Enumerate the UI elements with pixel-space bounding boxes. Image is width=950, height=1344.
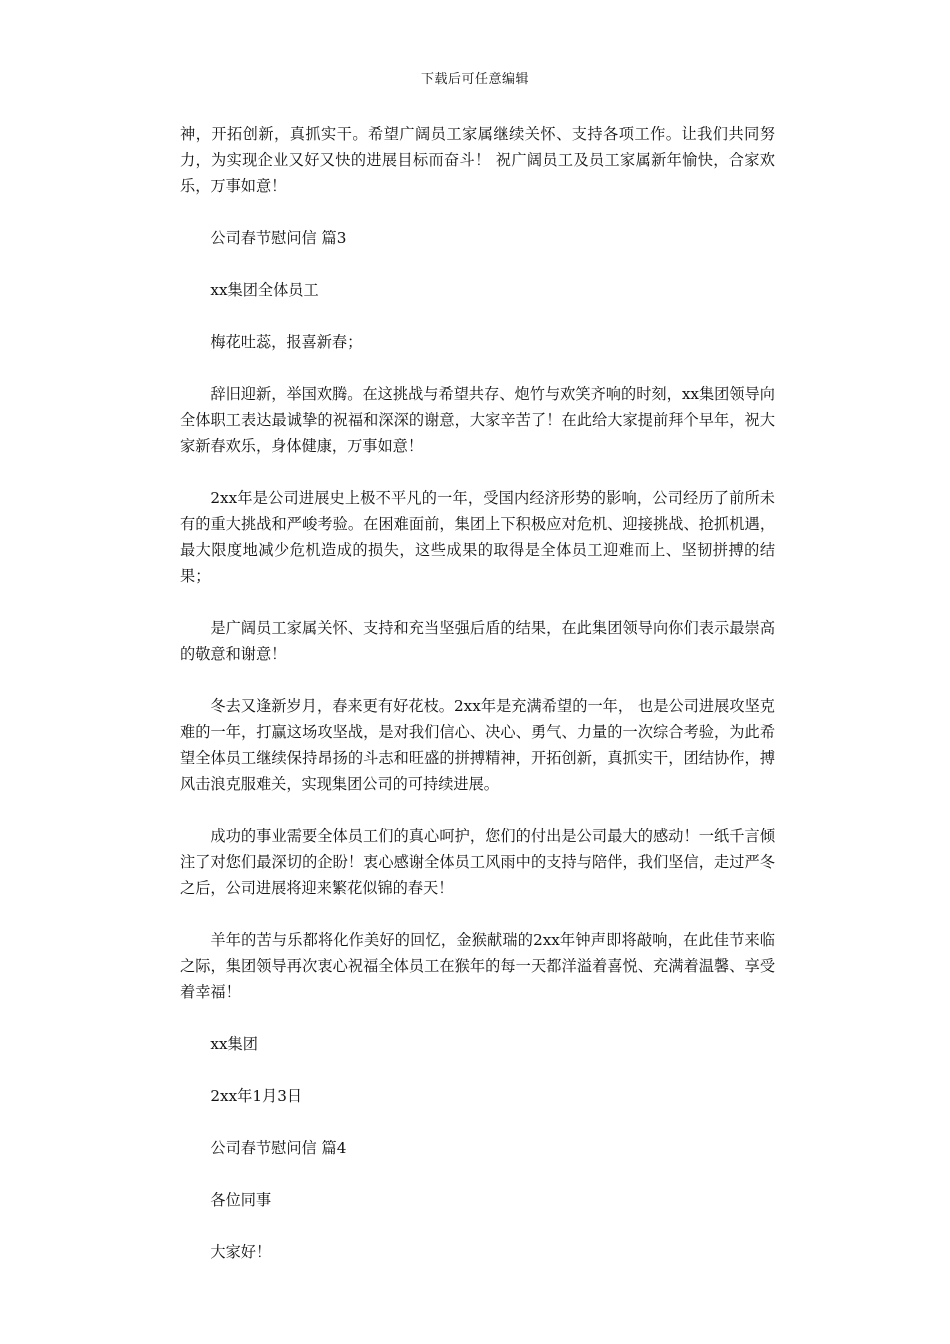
paragraph: 2xx年是公司进展史上极不平凡的一年，受国内经济形势的影响，公司经历了前所未有的重大挑战和严峻考验。在困难面前，集团上下积极应对危机、迎接挑战、抢抓机遇，最大限度地减少危机造成的损失，这些成果的取得是全体员工迎难而上、坚韧拼搏的结果； <box>180 489 775 585</box>
greeting-line: 大家好！ <box>210 1243 272 1261</box>
document-body <box>180 121 775 1265</box>
signature-company: xx集团 <box>210 1035 258 1053</box>
paragraph: 成功的事业需要全体员工们的真心呵护，您们的付出是公司最大的感动！一纸千言倾注了对您们最深切的企盼！衷心感谢全体员工风雨中的支持与陪伴，我们坚信，走过严冬之后，公司进展将迎来繁花似锦的春天！ <box>180 827 775 897</box>
section-heading: 公司春节慰问信 篇3 <box>210 229 347 247</box>
signature-date: 2xx年1月3日 <box>210 1087 303 1105</box>
section-heading: 公司春节慰问信 篇4 <box>210 1139 347 1157</box>
paragraph: 冬去又逢新岁月，春来更有好花枝。2xx年是充满希望的一年， 也是公司进展攻坚克难的一年，打赢这场攻坚战，是对我们信心、决心、勇气、力量的一次综合考验，为此希望全体员工继续保持昂扬的斗志和旺盛的拼搏精神，开拓创新，真抓实干，团结协作，搏风击浪克服难关，实现集团公司的可持续进展。 <box>180 697 775 793</box>
page-header: 下载后可任意编辑 <box>420 72 529 87</box>
salutation: 各位同事 <box>210 1191 272 1209</box>
paragraph: 羊年的苦与乐都将化作美好的回忆，金猴献瑞的2xx年钟声即将敲响，在此佳节来临之际，集团领导再次衷心祝福全体员工在猴年的每一天都洋溢着喜悦、充满着温馨、享受着幸福！ <box>180 931 775 1001</box>
paragraph: 辞旧迎新，举国欢腾。在这挑战与希望共存、炮竹与欢笑齐响的时刻，xx集团领导向全体职工表达最诚挚的祝福和深深的谢意，大家辛苦了！在此给大家提前拜个早年，祝大家新春欢乐，身体健康，万事如意！ <box>180 385 775 455</box>
paragraph: 是广阔员工家属关怀、支持和充当坚强后盾的结果，在此集团领导向你们表示最崇高的敬意和谢意！ <box>180 619 775 663</box>
greeting-line: 梅花吐蕊，报喜新春； <box>210 333 363 351</box>
paragraph-continuation: 神，开拓创新，真抓实干。希望广阔员工家属继续关怀、支持各项工作。让我们共同努力，为实现企业又好又快的进展目标而奋斗！ 祝广阔员工及员工家属新年愉快，合家欢乐，万事如意！ <box>180 125 775 195</box>
salutation: xx集团全体员工 <box>210 281 319 299</box>
